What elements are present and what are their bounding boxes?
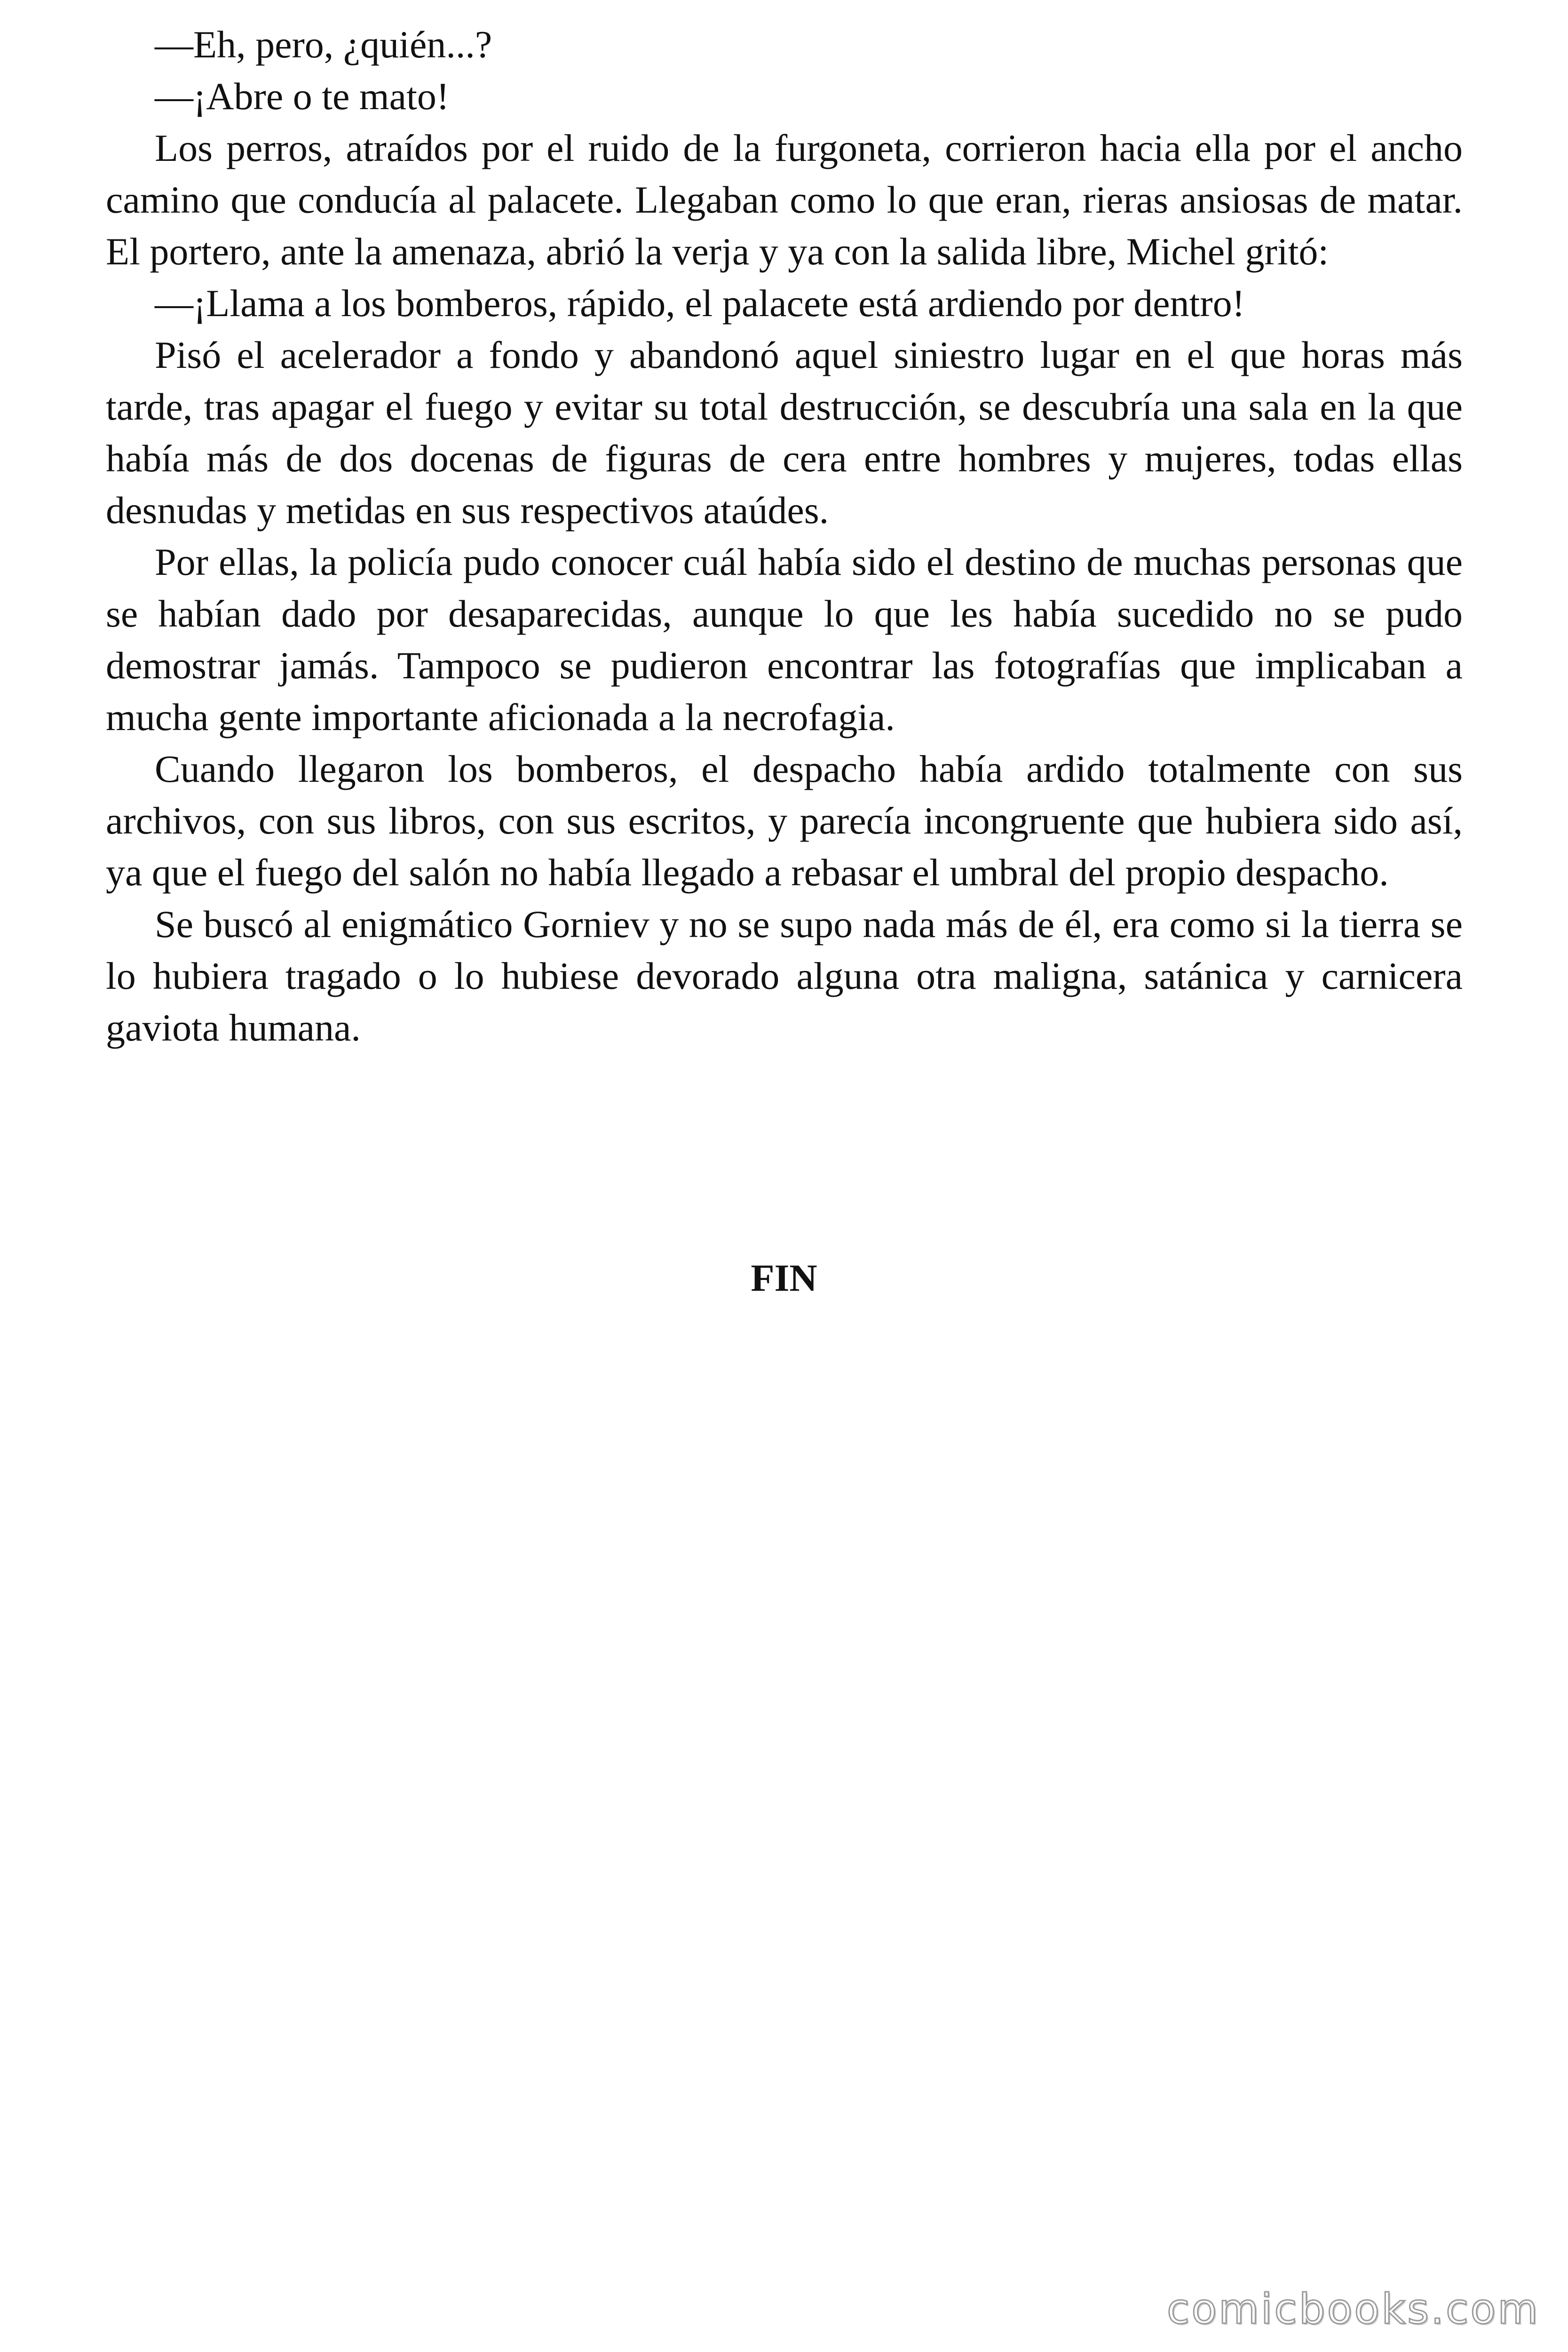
end-heading: FIN <box>751 1256 817 1299</box>
paragraph-7: Cuando llegaron los bomberos, el despacho había ardido totalmente con sus archivos, con sus libros, con sus escritos, y parecía incongruente que hubiera sido así, ya que el fuego del salón no había llegado a rebasar el umbral del propio despacho. <box>106 747 1463 894</box>
paragraph-4: —¡Llama a los bomberos, rápido, el palacete está ardiendo por dentro! <box>155 282 1245 325</box>
body-text <box>106 19 1463 1054</box>
paragraph-8: Se buscó al enigmático Gorniev y no se supo nada más de él, era como si la tierra se lo hubiera tragado o lo hubiese devorado alguna otra maligna, satánica y carnicera gaviota humana. <box>106 903 1463 1049</box>
paragraph-2: —¡Abre o te mato! <box>155 75 450 118</box>
paragraph-6: Por ellas, la policía pudo conocer cuál había sido el destino de muchas personas que se habían dado por desaparecidas, aunque lo que les había sucedido no se pudo demostrar jamás. Tampoco se pudieron encontrar las fotografías que implicaban a mucha gente importante aficionada a la necrofagia. <box>106 540 1463 739</box>
paragraph-5: Pisó el acelerador a fondo y abandonó aquel siniestro lugar en el que horas más tarde, tras apagar el fuego y evitar su total destrucción, se descubría una sala en la que había más de dos docenas de figuras de cera entre hombres y mujeres, todas ellas desnudas y metidas en sus respectivos ataúdes. <box>106 334 1463 532</box>
paragraph-1: —Eh, pero, ¿quién...? <box>155 23 492 66</box>
paragraph-3: Los perros, atraídos por el ruido de la furgoneta, corrieron hacia ella por el ancho camino que conducía al palacete. Llegaban como lo que eran, rieras ansiosas de matar. El portero, ante la amenaza, abrió la verja y ya con la salida libre, Michel gritó: <box>106 127 1463 273</box>
watermark: comicbooks.com <box>1166 2285 1540 2333</box>
